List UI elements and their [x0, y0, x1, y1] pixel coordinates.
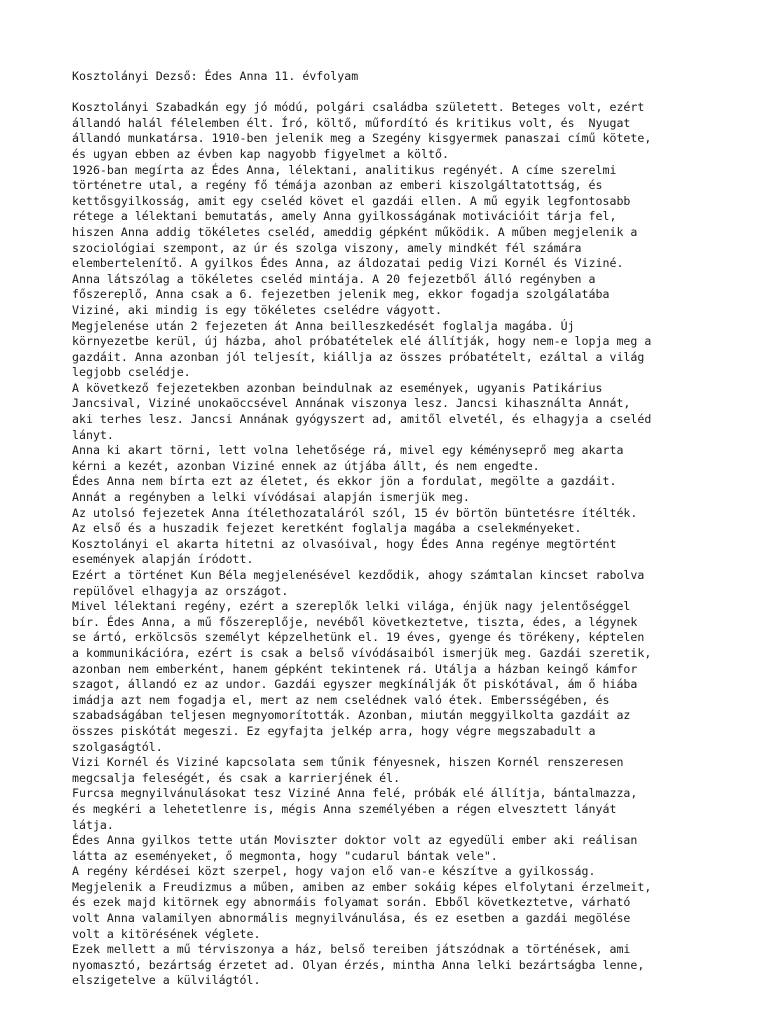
text-line: Édes Anna nem bírta ezt az életet, és ekkor jön a fordulat, megölte a gazdáit. [72, 474, 617, 489]
text-line: és ezek majd kitörnek egy abnormáis folyamat során. Ebből következtetve, várható [72, 895, 631, 910]
text-line: se ártó, erkölcsös személyt képzelhetünk el. 19 éves, gyenge és törékeny, képtelen [72, 630, 645, 645]
text-line: bír. Édes Anna, a mű főszereplője, nevéből következtetve, tiszta, édes, a légynek [72, 614, 638, 629]
text-line: azonban nem emberként, hanem gépként tekintenek rá. Utálja a házban keingő kámfor [72, 661, 638, 676]
text-line: Édes Anna gyilkos tette után Moviszter doktor volt az egyedüli ember aki reálisan [72, 833, 638, 848]
text-line: és megkéri a lehetetlenre is, mégis Anna személyében a régen elvesztett lányát [72, 801, 617, 816]
text-line: Az utolsó fejezetek Anna ítélethozataláról szól, 15 év börtön büntetésre ítélték. [72, 505, 638, 520]
text-line: volt Anna valamilyen abnormális megnyilvánulása, és ez esetben a gazdái megölése [72, 911, 631, 926]
text-line: Anna látszólag a tökéletes cseléd mintája. A 20 fejezetből álló regényben a [72, 271, 596, 286]
text-line: szolgaságtól. [72, 739, 163, 754]
document-title: Kosztolányi Dezső: Édes Anna 11. évfolyam [72, 69, 359, 83]
text-line: történetre utal, a regény fő témája azonban az emberi kiszolgáltatottság, és [72, 178, 603, 193]
text-line: események alapján íródott. [72, 552, 254, 567]
text-line: Megjelenik a Freudizmus a műben, amiben az ember sokáig képes elfolytani érzelmeit, [72, 879, 652, 894]
text-line: megcsalja feleségét, és csak a karrierjének él. [72, 770, 401, 785]
document-body [72, 100, 712, 989]
text-line: összes piskótát megeszi. Ez egyfajta jelkép arra, hogy végre megszabadult a [72, 723, 596, 738]
text-line: Kosztolányi el akarta hitetni az olvasóival, hogy Édes Anna regénye megtörtént [72, 536, 617, 551]
text-line: imádja azt nem fogadja el, mert az nem cselédnek való étek. Embersségében, és [72, 692, 610, 707]
text-line: Megjelenése után 2 fejezeten át Anna beilleszkedését foglalja magába. Új [72, 318, 575, 333]
text-line: állandó halál félelemben élt. Író, költő, műfordító és kritikus volt, és Nyugat [72, 115, 631, 130]
text-line: hiszen Anna addig tökéletes cseléd, ameddig gépként működik. A műben megjelenik a [72, 224, 638, 239]
text-line: nyomasztó, bezártság érzetet ad. Olyan érzés, mintha Anna lelki bezártságba lenne, [72, 957, 645, 972]
text-line: volt a kitörésének véglete. [72, 926, 261, 941]
text-line: elembertelenítő. A gyilkos Édes Anna, az áldozatai pedig Vizi Kornél és Viziné. [72, 256, 624, 271]
text-line: aki terhes lesz. Jancsi Annának gyógyszert ad, amitől elvetél, és elhagyja a cseléd [72, 412, 652, 427]
text-line: Anna ki akart törni, lett volna lehetősége rá, mivel egy kéményseprő meg akarta [72, 443, 624, 458]
text-line: A következő fejezetekben azonban beindulnak az események, ugyanis Patikárius [72, 380, 603, 395]
text-line: Annát a regényben a lelki vívódásai alapján ismerjük meg. [72, 490, 470, 505]
text-line: Kosztolányi Szabadkán egy jó módú, polgári családba született. Beteges volt, ezért [72, 100, 645, 115]
text-line: gazdáit. Anna azonban jól teljesít, kiállja az összes próbatételt, ezáltal a világ [72, 349, 645, 364]
text-line: Ezért a történet Kun Béla megjelenésével kezdődik, ahogy számtalan kincset rabolva [72, 568, 645, 582]
text-line: kettősgyilkosság, amit egy cseléd követ el gazdái ellen. A mű egyik legfontosabb [72, 193, 631, 208]
text-line: Furcsa megnyilvánulásokat tesz Viziné Anna felé, próbák elé állítja, bántalmazza, [72, 786, 638, 801]
text-line: rétege a lélektani bemutatás, amely Anna gyilkosságának motivációit tárja fel, [72, 209, 617, 224]
blank-line [72, 85, 712, 101]
text-line: legjobb cselédje. [72, 365, 191, 380]
text-line: környezetbe kerül, új házba, ahol próbatételek elé állítják, hogy nem-e lopja meg a [72, 334, 652, 349]
text-line: Jancsival, Viziné unokaöccsével Annának viszonya lesz. Jancsi kihasználta Annát, [72, 396, 631, 411]
text-line: Viziné, aki mindig is egy tökéletes cselédre vágyott. [72, 302, 442, 317]
text-line: állandó munkatársa. 1910-ben jelenik meg a Szegény kisgyermek panaszai című kötete, [72, 131, 652, 146]
text-line: és ugyan ebben az évben kap nagyobb figyelmet a költő. [72, 146, 449, 161]
text-line: Vizi Kornél és Viziné kapcsolata sem tűnik fényesnek, hiszen Kornél renszeresen [72, 755, 624, 770]
text-line: kérni a kezét, azonban Viziné ennek az útjába állt, és nem engedte. [72, 458, 540, 473]
text-line: főszereplő, Anna csak a 6. fejezetben jelenik meg, ekkor fogadja szolgálatába [72, 287, 610, 302]
text-line: elszigetelve a külvilágtól. [72, 973, 261, 988]
text-line: lányt. [72, 427, 114, 442]
text-line: szabadságában teljesen megnyomorították. Azonban, miután meggyilkolta gazdáit az [72, 708, 631, 723]
text-line: Mivel lélektani regény, ezért a szereplők lelki világa, énjük nagy jelentőséggel [72, 599, 631, 614]
text-line: szagot, állandó ez az undor. Gazdái egyszer megkínálják őt piskótával, ám ő hiába [72, 677, 638, 692]
document-page [72, 69, 712, 989]
text-line: a kommunikációra, ezért is csak a belső vívódásaiból ismerjük meg. Gazdái szeretik, [72, 645, 652, 660]
text-line: Ezek mellett a mű térviszonya a ház, belső tereiben játszódnak a történések, ami [72, 942, 631, 957]
text-line: Az első és a huszadik fejezet keretként foglalja magába a cselekményeket. [72, 521, 582, 536]
text-line: repülővel elhagyja az országot. [72, 583, 289, 598]
text-line: látja. [72, 817, 114, 832]
text-line: szociológiai szempont, az úr és szolga viszony, amely mindkét fél számára [72, 240, 582, 255]
text-line: látta az eseményeket, ő megmonta, hogy "cudarul bántak vele". [72, 848, 498, 863]
text-line: A regény kérdései közt szerpel, hogy vajon elő van-e készítve a gyilkosság. [72, 864, 596, 879]
text-line: 1926-ban megírta az Édes Anna, lélektani, analitikus regényét. A címe szerelmi [72, 162, 617, 177]
